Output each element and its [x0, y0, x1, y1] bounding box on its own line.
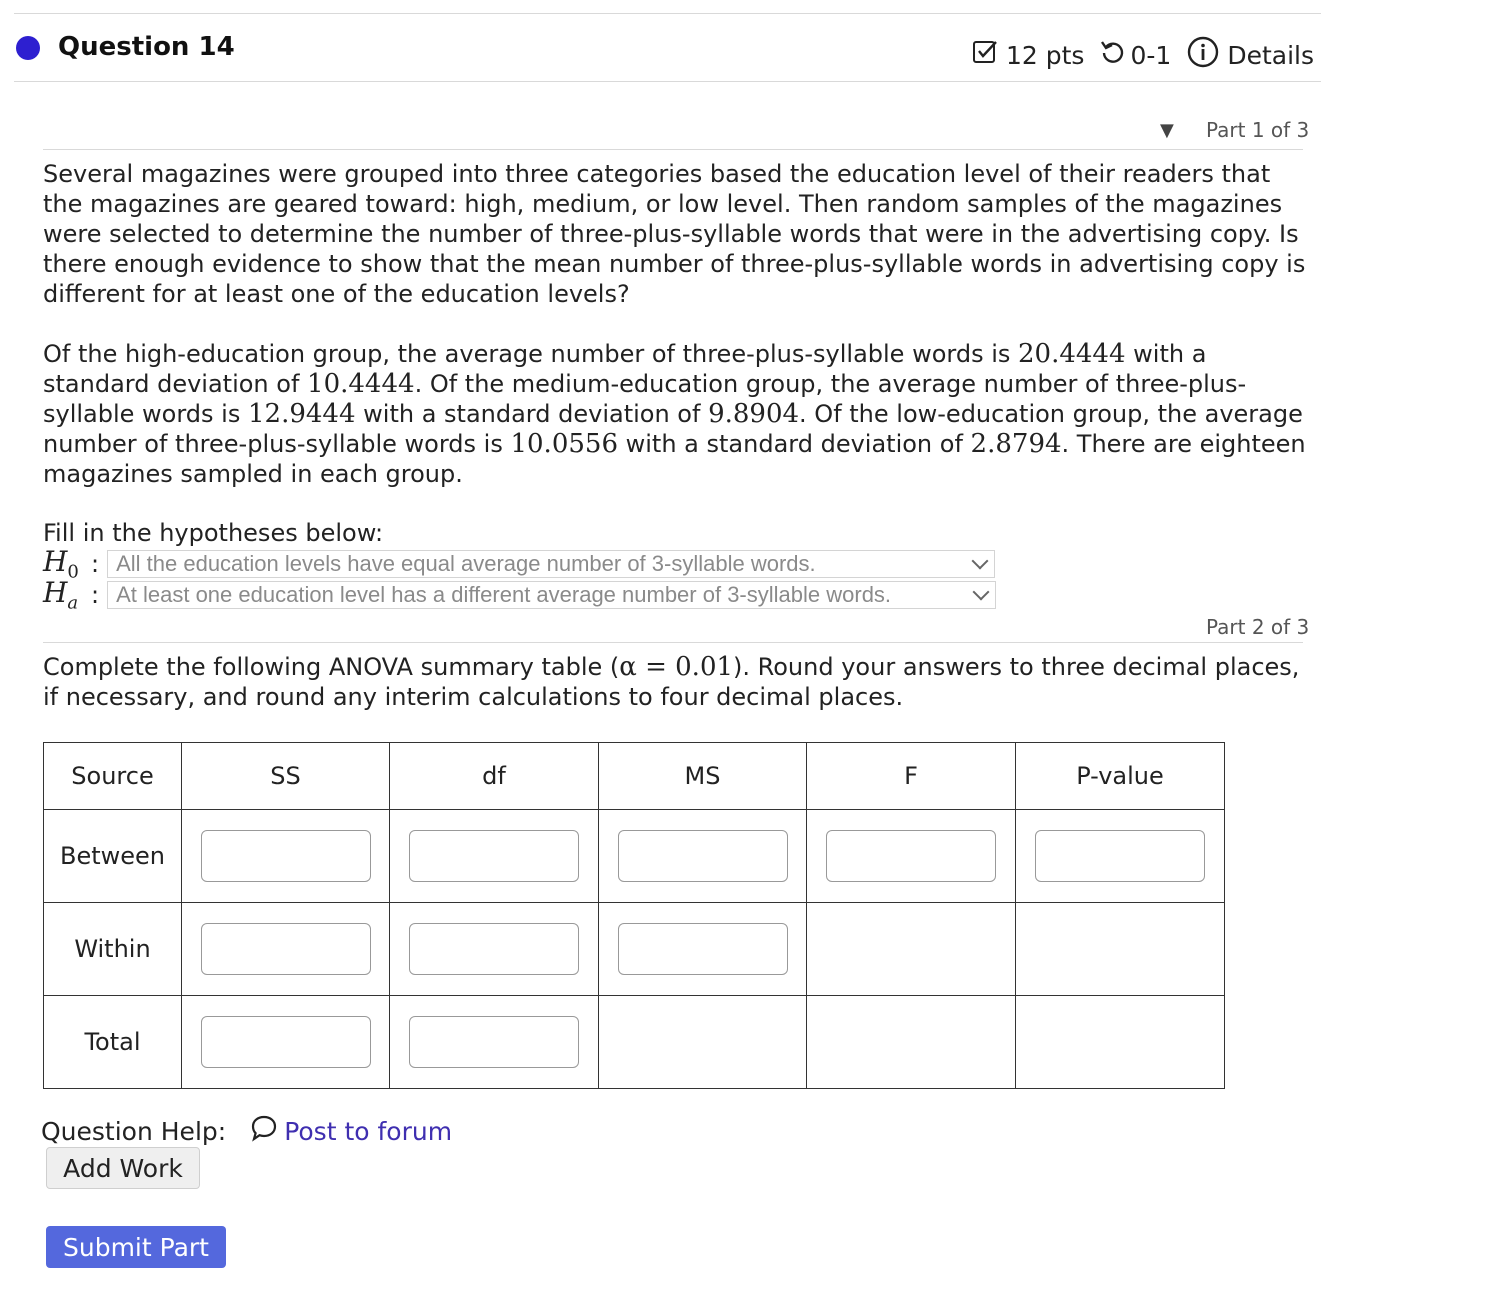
between-ss-input[interactable]: [201, 830, 371, 882]
between-df-input[interactable]: [409, 830, 579, 882]
medium-mean-value: 12.9444: [247, 399, 356, 429]
question-meta: [972, 36, 1314, 74]
alpha-expression: α = 0.01: [619, 652, 734, 682]
header-ss: SS: [182, 743, 390, 810]
between-ms-input[interactable]: [618, 830, 788, 882]
part-1-divider: [43, 149, 1303, 150]
h0-symbol: $H_0$: [43, 545, 79, 583]
group-statistics: Of the high-education group, the average number of three-plus-syllable words is 20.4444 with a standard deviation of 10.4444. Of the medium-education group, the average number of three-plus-syllable words is 12.9444 with a standard deviation of 9.8904. Of the low-education group, the average number of three-plus-syllable words is 10.0556 with a standard deviation of 2.8794. There are eighteen magazines sampled in each group.: [43, 339, 1306, 488]
chevron-down-icon: [972, 553, 989, 570]
anova-instructions: Complete the following ANOVA summary table (α = 0.01). Round your answers to three decimal places, if necessary, and round any interim calculations to four decimal places.: [43, 652, 1300, 711]
question-status-dot: [16, 36, 40, 60]
table-row-between: [44, 810, 1225, 903]
table-row-within: [44, 903, 1225, 996]
submit-part-button[interactable]: Submit Part: [46, 1226, 226, 1268]
ha-selected-value: At least one education level has a different average number of 3-syllable words.: [116, 582, 892, 607]
checkbox-icon: [972, 39, 998, 71]
top-divider: [14, 13, 1321, 14]
h0-select[interactable]: [107, 550, 995, 578]
empty-cell: [599, 996, 807, 1089]
row-label-within: Within: [44, 903, 182, 996]
low-mean-value: 10.0556: [510, 429, 618, 459]
h0-selected-value: All the education levels have equal average number of 3-syllable words.: [116, 551, 816, 576]
part-1-label: Part 1 of 3: [1206, 118, 1310, 142]
collapse-toggle-icon[interactable]: ▼: [1160, 120, 1174, 141]
attempts-label: 0-1: [1130, 40, 1172, 70]
question-help: [41, 1114, 452, 1148]
add-work-button[interactable]: Add Work: [46, 1147, 200, 1189]
table-header-row: [44, 743, 1225, 810]
high-mean-value: 20.4444: [1018, 339, 1126, 369]
between-f-input[interactable]: [826, 830, 996, 882]
hypotheses-prompt: Fill in the hypotheses below:: [43, 519, 384, 547]
chevron-down-icon: [973, 584, 990, 601]
part-2-label: Part 2 of 3: [1206, 615, 1310, 639]
points-label: 12 pts: [1006, 40, 1085, 70]
empty-cell: [1016, 903, 1225, 996]
row-label-between: Between: [44, 810, 182, 903]
part-2-divider: [43, 642, 1303, 643]
question-title: Question 14: [58, 32, 235, 62]
alt-hypothesis-row: $H_a$ : At least one education level has a different average number of 3-syllable words.: [43, 580, 996, 610]
anova-table: [43, 742, 1225, 1089]
retry-icon: [1100, 39, 1126, 71]
info-icon[interactable]: [1187, 36, 1219, 74]
empty-cell: [807, 996, 1016, 1089]
details-link[interactable]: Details: [1227, 40, 1314, 70]
within-df-input[interactable]: [409, 923, 579, 975]
speech-bubble-icon: [250, 1114, 278, 1148]
header-divider: [14, 81, 1321, 82]
ha-select[interactable]: [107, 581, 996, 609]
within-ss-input[interactable]: [201, 923, 371, 975]
total-df-input[interactable]: [409, 1016, 579, 1068]
post-to-forum-link[interactable]: Post to forum: [284, 1116, 453, 1146]
row-label-total: Total: [44, 996, 182, 1089]
problem-statement: Several magazines were grouped into three categories based the education level of their readers that the magazines are geared toward: high, medium, or low level. Then random samples of the magazines were selected to determine the number of three-plus-syllable words that were in the advertising copy. Is there enough evidence to show that the mean number of three-plus-syllable words in advertising copy is different for at least one of the education levels?: [43, 160, 1306, 308]
null-hypothesis-row: $H_0$ : All the education levels have equal average number of 3-syllable words.: [43, 549, 995, 579]
table-row-total: [44, 996, 1225, 1089]
header-ms: MS: [599, 743, 807, 810]
header-f: F: [807, 743, 1016, 810]
question-help-label: Question Help:: [41, 1116, 227, 1146]
header-df: df: [390, 743, 599, 810]
within-ms-input[interactable]: [618, 923, 788, 975]
total-ss-input[interactable]: [201, 1016, 371, 1068]
ha-symbol: $H_a$: [43, 576, 79, 614]
empty-cell: [1016, 996, 1225, 1089]
header-source: Source: [44, 743, 182, 810]
between-pvalue-input[interactable]: [1035, 830, 1205, 882]
header-pvalue: P-value: [1016, 743, 1225, 810]
high-sd-value: 10.4444: [307, 369, 415, 399]
empty-cell: [807, 903, 1016, 996]
low-sd-value: 2.8794: [970, 429, 1062, 459]
medium-sd-value: 9.8904: [708, 399, 800, 429]
